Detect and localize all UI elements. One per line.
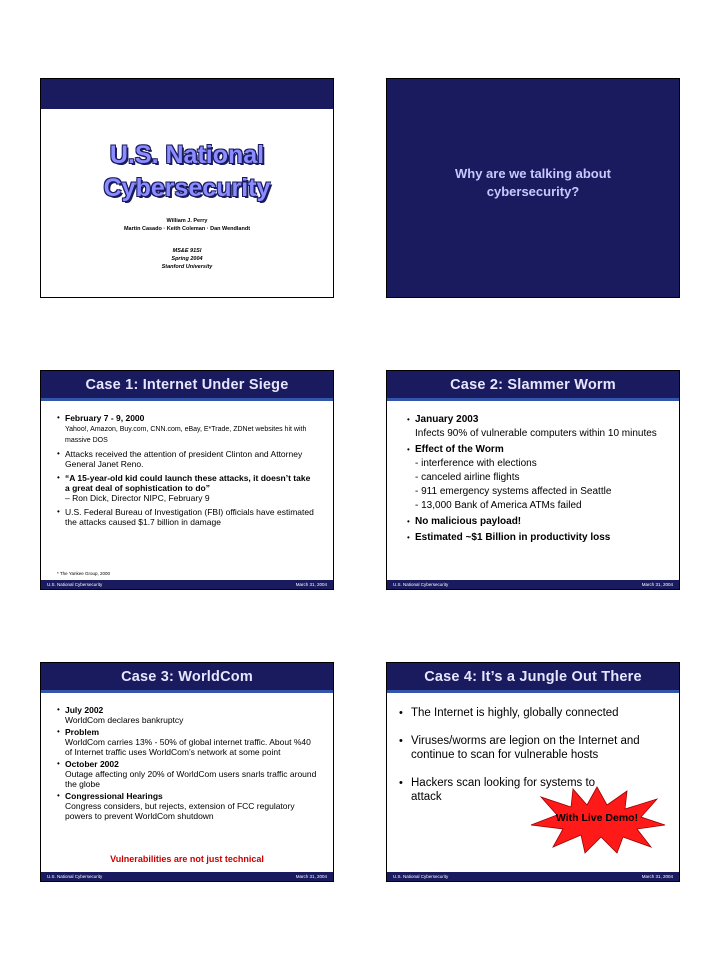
slide-title-bar bbox=[387, 371, 679, 401]
author: William J. Perry bbox=[166, 218, 208, 224]
slide-title: Case 2: Slammer Worm bbox=[450, 376, 616, 393]
question-text: Why are we talking about cybersecurity? bbox=[454, 166, 612, 199]
bullet-2: • Effect of the Worm - interference with elections - canceled airline flights - 911 emergency systems affected in Seattle - 13,000 Bank of America ATMs failed bbox=[407, 443, 667, 513]
slide-footer: U.S. National Cybersecurity March 31, 2004 bbox=[41, 580, 333, 589]
bullet-2: • Viruses/worms are legion on the Internet and continue to scan for vulnerable hosts bbox=[399, 734, 669, 763]
bullet-3: • “A 15-year-old kid could launch these attacks, it doesn’t take a great deal of sophistication to do” – Ron Dick, Director NIPC, February 9 bbox=[57, 473, 317, 503]
slide-title: Case 4: It’s a Jungle Out There bbox=[424, 668, 642, 685]
bullet-3: • October 2002 Outage affecting only 20% of WorldCom users snarls traffic around the globe bbox=[57, 759, 317, 789]
bullet-1: • February 7 - 9, 2000 Yahoo!, Amazon, Buy.com, CNN.com, eBay, E*Trade, ZDNet websites hit with massive DOS bbox=[57, 413, 317, 445]
slide-title bbox=[40, 78, 334, 298]
term: Spring 2004 bbox=[171, 256, 203, 262]
school: Stanford University bbox=[161, 264, 213, 270]
slide-question bbox=[386, 78, 680, 298]
slide-title: Case 3: WorldCom bbox=[121, 668, 253, 685]
live-demo-burst: With Live Demo! bbox=[555, 812, 639, 824]
slide-title-bar bbox=[41, 371, 333, 401]
slide-case-1 bbox=[40, 370, 334, 590]
slide-header-bar bbox=[41, 79, 333, 109]
bullet-1: • January 2003 Infects 90% of vulnerable computers within 10 minutes bbox=[407, 413, 667, 441]
bullet-4: • U.S. Federal Bureau of Investigation (FBI) officials have estimated the attacks caused $1.7 billion in damage bbox=[57, 507, 317, 527]
bullet-4: • Congressional Hearings Congress considers, but rejects, extension of FCC regulatory powers to prevent WorldCom shutdown bbox=[57, 791, 317, 821]
bullet-1: • July 2002 WorldCom declares bankruptcy bbox=[57, 705, 317, 725]
slide-case-4 bbox=[386, 662, 680, 882]
slide-footer: U.S. National Cybersecurity March 31, 2004 bbox=[387, 580, 679, 589]
slide-title-bar bbox=[387, 663, 679, 693]
slide-title-bar bbox=[41, 663, 333, 693]
slide-title-line-2: Cybersecurity bbox=[103, 174, 271, 202]
slide-footer: U.S. National Cybersecurity March 31, 2004 bbox=[387, 872, 679, 881]
slide-case-2 bbox=[386, 370, 680, 590]
bullet-2: • Problem WorldCom carries 13% - 50% of global internet traffic. About %40 of Internet traffic uses WorldCom’s network at some point bbox=[57, 727, 317, 757]
bullet-3: • No malicious payload! bbox=[407, 515, 667, 529]
bullet-1: • The Internet is highly, globally connected bbox=[399, 706, 669, 721]
vulnerability-note: Vulnerabilities are not just technical bbox=[110, 854, 264, 864]
slide-case-3 bbox=[40, 662, 334, 882]
bullet-2: • Attacks received the attention of president Clinton and Attorney General Janet Reno. bbox=[57, 449, 317, 469]
slide-title: Case 1: Internet Under Siege bbox=[85, 376, 289, 393]
bullet-3: • Hackers scan looking for systems to attack bbox=[399, 776, 669, 805]
source-note: * The Yankee Group, 2000 bbox=[57, 571, 111, 576]
course: MS&E 91SI bbox=[172, 248, 202, 254]
coauthors: Martin Casado · Keith Coleman · Dan Wendlandt bbox=[123, 226, 251, 232]
slide-footer: U.S. National Cybersecurity March 31, 2004 bbox=[41, 872, 333, 881]
slide-title-line-1: U.S. National bbox=[109, 141, 265, 169]
bullet-4: • Estimated ~$1 Billion in productivity loss bbox=[407, 531, 667, 545]
